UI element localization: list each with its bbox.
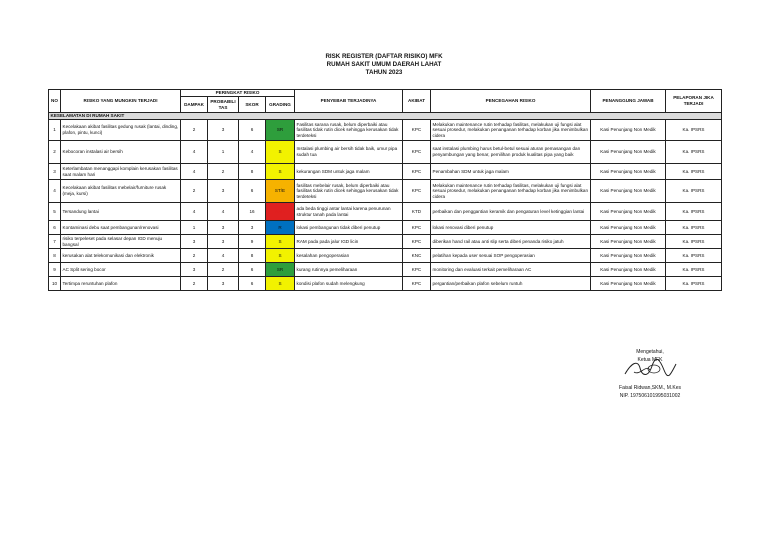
row-pencegahan: pelatihan kepada user sesuai SOP pengoperasian bbox=[431, 249, 591, 263]
hospital-name: RUMAH SAKIT UMUM DAERAH LAHAT bbox=[326, 61, 442, 68]
row-risiko: Tertimpa reruntuhan plafon bbox=[61, 277, 181, 291]
header-peringkat: PERINGKAT RISIKO bbox=[181, 90, 295, 97]
row-risiko: kerusakan alat telekomunikasi dan elektronik bbox=[61, 249, 181, 263]
header-skor: SKOR bbox=[239, 97, 266, 113]
row-pelaporan: Ka. IPSRS bbox=[666, 141, 722, 164]
row-pj: Kasi Penunjang Non Medik bbox=[591, 120, 666, 141]
header-no: NO bbox=[49, 90, 61, 113]
row-skor: 9 bbox=[239, 235, 266, 249]
header-probabilitas: PROBABILI TAS bbox=[208, 97, 239, 113]
row-dampak: 2 bbox=[181, 277, 208, 291]
row-akibat: KPC bbox=[403, 221, 431, 235]
row-risiko: Kecelakaan akibat fasilitas mebelair/furniture rusak (meja, kursi) bbox=[61, 180, 181, 203]
row-pelaporan: Ka. IPSRS bbox=[666, 249, 722, 263]
row-no: 5 bbox=[49, 203, 61, 221]
approval-nama: Faisal Ridwan,SKM., M.Kes bbox=[619, 385, 681, 391]
row-pelaporan: Ka. IPSRS bbox=[666, 180, 722, 203]
row-no: 8 bbox=[49, 249, 61, 263]
row-skor: 6 bbox=[239, 263, 266, 277]
row-pelaporan: Ka. IPSRS bbox=[666, 235, 722, 249]
row-no: 1 bbox=[49, 120, 61, 141]
row-akibat: KPC bbox=[403, 277, 431, 291]
row-probabilitas: 3 bbox=[208, 221, 239, 235]
row-pencegahan: pergantian/perbaikan plafon sebelum runtuh bbox=[431, 277, 591, 291]
row-no: 7 bbox=[49, 235, 61, 249]
row-akibat: KPC bbox=[403, 164, 431, 180]
row-pencegahan: saat instalasi plumbing harus betul-betul sesuai aturan pemasangan dan penyambungan yang benar, pemilihan produk kualitas pipa yang baik bbox=[431, 141, 591, 164]
row-skor: 6 bbox=[239, 180, 266, 203]
row-pelaporan: Ka. IPSRS bbox=[666, 263, 722, 277]
row-skor: 8 bbox=[239, 249, 266, 263]
row-dampak: 3 bbox=[181, 235, 208, 249]
row-grading: AMA bbox=[266, 203, 295, 221]
header-pj: PENANGGUNG JAWAB bbox=[591, 90, 666, 113]
row-pencegahan: monitoring dan evaluasi terkait pemeliharaan AC bbox=[431, 263, 591, 277]
row-grading: S bbox=[266, 235, 295, 249]
row-pj: Kasi Penunjang Non Medik bbox=[591, 164, 666, 180]
row-grading: S bbox=[266, 249, 295, 263]
row-no: 4 bbox=[49, 180, 61, 203]
row-pencegahan: perbaikan dan penggantian keramik dan pengaturan level ketinggian lantai bbox=[431, 203, 591, 221]
row-no: 6 bbox=[49, 221, 61, 235]
table-row bbox=[49, 221, 722, 235]
header-akibat: AKIBAT bbox=[403, 90, 431, 113]
row-akibat: KPC bbox=[403, 235, 431, 249]
row-no: 10 bbox=[49, 277, 61, 291]
row-pj: Kasi Penunjang Non Medik bbox=[591, 180, 666, 203]
row-risiko: Kebocoran instalasi air bersih bbox=[61, 141, 181, 164]
header-penyebab: PENYEBAB TERJADINYA bbox=[295, 90, 403, 113]
header-risiko: RISIKO YANG MUNGKIN TERJADI bbox=[61, 90, 181, 113]
row-probabilitas: 4 bbox=[208, 203, 239, 221]
row-risiko: Keterlambatan menanggapi komplain kerusakan fasilitas saat malam hari bbox=[61, 164, 181, 180]
row-skor: 6 bbox=[239, 120, 266, 141]
row-dampak: 4 bbox=[181, 164, 208, 180]
table-row bbox=[49, 263, 722, 277]
row-penyebab: kekurangan SDM untuk jaga malam bbox=[295, 164, 403, 180]
table-row bbox=[49, 180, 722, 203]
row-grading: SR bbox=[266, 120, 295, 141]
row-risiko: Kecelakaan akibat fasilitas gedung rusak (lantai, dinding, plafon, pintu, kunci) bbox=[61, 120, 181, 141]
row-no: 9 bbox=[49, 263, 61, 277]
approval-jabatan: Ketua MFK bbox=[637, 357, 663, 363]
row-pelaporan: Ka. IPSRS bbox=[666, 221, 722, 235]
table-row bbox=[49, 141, 722, 164]
row-penyebab: RAM pada pada jalur IGD licin bbox=[295, 235, 403, 249]
row-skor: 8 bbox=[239, 164, 266, 180]
row-skor: 16 bbox=[239, 203, 266, 221]
row-penyebab: kurang rutinnya pemeliharaan bbox=[295, 263, 403, 277]
table-row bbox=[49, 120, 722, 141]
row-skor: 6 bbox=[239, 277, 266, 291]
header-dampak: DAMPAK bbox=[181, 97, 208, 113]
row-probabilitas: 1 bbox=[208, 141, 239, 164]
row-dampak: 2 bbox=[181, 249, 208, 263]
row-pencegahan: diberikan hand rail atau anti slip serta diberi penanda risiko jatuh bbox=[431, 235, 591, 249]
row-grading: S bbox=[266, 164, 295, 180]
approval-block bbox=[590, 348, 710, 400]
row-risiko: risiko terpeleset pada selasar depan IGD menuju bangsal bbox=[61, 235, 181, 249]
row-penyebab: kesalahan pengoperasian bbox=[295, 249, 403, 263]
row-probabilitas: 3 bbox=[208, 277, 239, 291]
row-grading: S bbox=[266, 277, 295, 291]
row-grading: SR bbox=[266, 263, 295, 277]
approval-nip: NIP. 197506101995031002 bbox=[619, 393, 681, 399]
row-pj: Kasi Penunjang Non Medik bbox=[591, 141, 666, 164]
row-penyebab: Fasilitas sarana rusak, belum diperbaiki atau fasilitas tidak rutin dicek sehingga kerusakan tidak terdeteksi bbox=[295, 120, 403, 141]
row-skor: 4 bbox=[239, 141, 266, 164]
row-akibat: KPC bbox=[403, 263, 431, 277]
table-row bbox=[49, 203, 722, 221]
row-dampak: 1 bbox=[181, 221, 208, 235]
row-grading: ST/E bbox=[266, 180, 295, 203]
row-probabilitas: 2 bbox=[208, 164, 239, 180]
row-dampak: 4 bbox=[181, 141, 208, 164]
row-pj: Kasi Penunjang Non Medik bbox=[591, 235, 666, 249]
row-dampak: 2 bbox=[181, 120, 208, 141]
row-pelaporan: Ka. IPSRS bbox=[666, 277, 722, 291]
row-akibat: KPC bbox=[403, 120, 431, 141]
row-pencegahan: lokasi renovasi diberi penutup bbox=[431, 221, 591, 235]
row-pelaporan: Ka. IPSRS bbox=[666, 203, 722, 221]
risk-register-table bbox=[48, 89, 722, 291]
section-title: KESELAMATAN DI RUMAH SAKIT bbox=[49, 113, 722, 120]
row-dampak: 4 bbox=[181, 203, 208, 221]
row-akibat: KNC bbox=[403, 249, 431, 263]
row-dampak: 2 bbox=[181, 180, 208, 203]
row-probabilitas: 4 bbox=[208, 249, 239, 263]
row-pj: Kasi Penunjang Non Medik bbox=[591, 203, 666, 221]
row-penyebab: ada beda tinggi antar lantai karena penurunan struktur tanah pada lantai bbox=[295, 203, 403, 221]
row-penyebab: fasilitas mebelair rusak, belum diperbaiki atau fasilitas tidak rutin dicek sehingga kerusakan tidak terdeteksi bbox=[295, 180, 403, 203]
row-pencegahan: Melakukan maintenance rutin terhadap fasilitas, melakukan uji fungsi alat sesuai prosedur, melakukan penanganan terhadap korban jika menimbulkan cidera bbox=[431, 180, 591, 203]
table-row bbox=[49, 235, 722, 249]
header-grading: GRADING bbox=[266, 97, 295, 113]
row-pelaporan: Ka. IPSRS bbox=[666, 164, 722, 180]
row-grading: S bbox=[266, 141, 295, 164]
table-row bbox=[49, 277, 722, 291]
row-probabilitas: 3 bbox=[208, 120, 239, 141]
row-risiko: AC Split sering bocor bbox=[61, 263, 181, 277]
row-akibat: KPC bbox=[403, 180, 431, 203]
row-probabilitas: 2 bbox=[208, 263, 239, 277]
row-skor: 3 bbox=[239, 221, 266, 235]
row-grading: R bbox=[266, 221, 295, 235]
signature-image bbox=[590, 364, 710, 384]
row-no: 2 bbox=[49, 141, 61, 164]
row-no: 3 bbox=[49, 164, 61, 180]
row-penyebab: lokasi pembangunan tidak diberi penutup bbox=[295, 221, 403, 235]
row-penyebab: Instalasi plumbing air bersih tidak baik, umur pipa sudah tua bbox=[295, 141, 403, 164]
row-akibat: KPC bbox=[403, 141, 431, 164]
row-pj: Kasi Penunjang Non Medik bbox=[591, 249, 666, 263]
table-row bbox=[49, 164, 722, 180]
row-pencegahan: Penambahan SDM untuk jaga malam bbox=[431, 164, 591, 180]
row-dampak: 3 bbox=[181, 263, 208, 277]
row-probabilitas: 3 bbox=[208, 235, 239, 249]
row-risiko: Tersandung lantai bbox=[61, 203, 181, 221]
row-akibat: KTD bbox=[403, 203, 431, 221]
row-risiko: Kontaminasi debu saat pembangunan/renovasi bbox=[61, 221, 181, 235]
document-year: TAHUN 2023 bbox=[365, 69, 403, 76]
header-pelaporan: PELAPORAN JIKA TERJADI bbox=[666, 90, 722, 113]
row-pelaporan: Ka. IPSRS bbox=[666, 120, 722, 141]
row-pj: Kasi Penunjang Non Medik bbox=[591, 277, 666, 291]
header-pencegahan: PENCEGAHAN RISIKO bbox=[431, 90, 591, 113]
row-probabilitas: 3 bbox=[208, 180, 239, 203]
row-pj: Kasi Penunjang Non Medik bbox=[591, 221, 666, 235]
document-title: RISK REGISTER (DAFTAR RISIKO) MFK bbox=[325, 53, 443, 60]
table-row bbox=[49, 249, 722, 263]
row-pj: Kasi Penunjang Non Medik bbox=[591, 263, 666, 277]
approval-mengetahui: Mengetahui, bbox=[636, 349, 664, 355]
row-pencegahan: Melakukan maintenance rutin terhadap fasilitas, melakukan uji fungsi alat sesuai prosedur, melakukan penanganan terhadap korban jika menimbulkan cidera bbox=[431, 120, 591, 141]
row-penyebab: kondisi plafon sudah melengkung bbox=[295, 277, 403, 291]
